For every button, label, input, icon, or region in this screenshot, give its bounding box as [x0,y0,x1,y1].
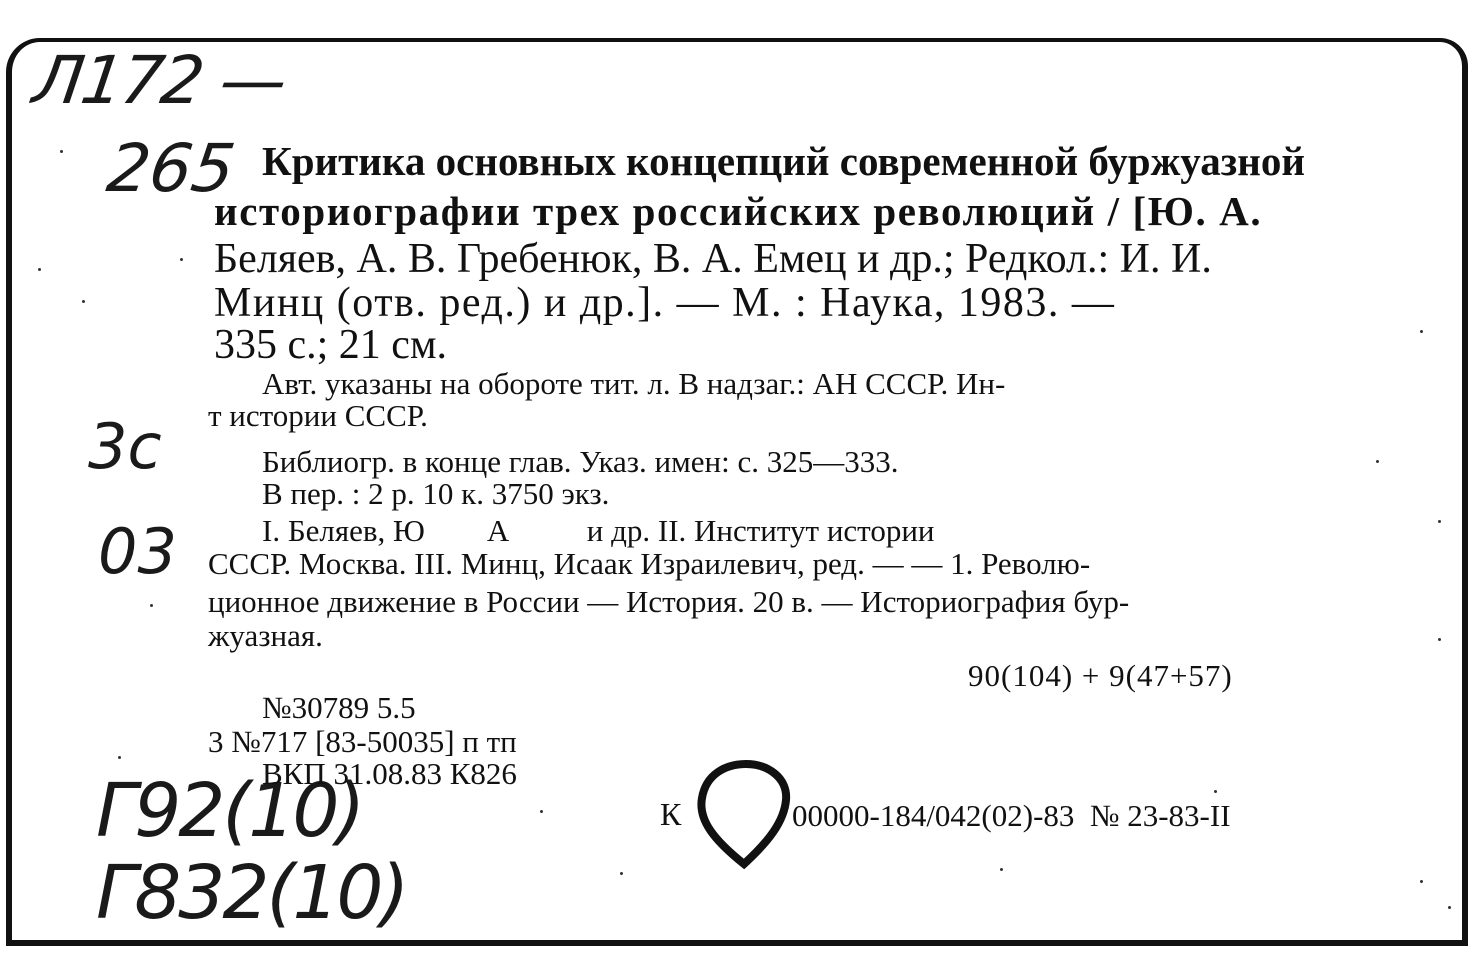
inventory-number: Л172 — [28,42,291,119]
handwritten-shelf-mark-2: Г832(10) [96,850,407,936]
card-number: №30789 5.5 [262,690,416,725]
note-line-3: Библиогр. в конце глав. Указ. имен: с. 325—333. [262,444,899,479]
handwritten-mark-3c: 3с [88,410,162,483]
order-line: 3 №717 [83-50035] п тп [208,724,517,759]
note-line-4: В пер. : 2 р. 10 к. 3750 экз. [262,476,610,511]
title-line-4: Минц (отв. ред.) и др.]. — М. : Наука, 1983. — [214,280,1116,326]
note-line-8: жуазная. [208,618,323,653]
title-line-5: 335 с.; 21 см. [214,322,448,368]
index-prefix: К [660,796,682,832]
note-line-2: т истории СССР. [208,398,428,433]
handwritten-mark-03: 03 [98,515,177,588]
classification: 90(104) + 9(47+57) [968,658,1233,693]
registration-line: ВКП 31.08.83 К826 [262,756,517,791]
note-line-5: I. Беляев, Ю А и др. II. Институт истории [262,513,935,548]
stamp-circle [694,760,794,868]
title-line-1: Критика основных концепций современной буржуазной [262,138,1305,184]
handwritten-number-265: 265 [102,130,240,207]
title-line-3: Беляев, А. В. Гребенюк, В. А. Емец и др.; Редкол.: И. И. [214,236,1212,282]
note-line-7: ционное движение в России — История. 20 в. — Историография бур- [208,584,1130,619]
handwritten-shelf-mark-1: Г92(10) [96,768,363,854]
note-line-1: Авт. указаны на обороте тит. л. В надзаг.: АН СССР. Ин- [262,366,1006,401]
title-line-2: историографии трех российских революций / [Ю. А. [214,188,1263,234]
note-line-6: СССР. Москва. III. Минц, Исаак Израилевич, ред. — — 1. Револю- [208,546,1091,581]
index-code: 00000-184/042(02)-83 № 23-83-II [792,798,1231,833]
